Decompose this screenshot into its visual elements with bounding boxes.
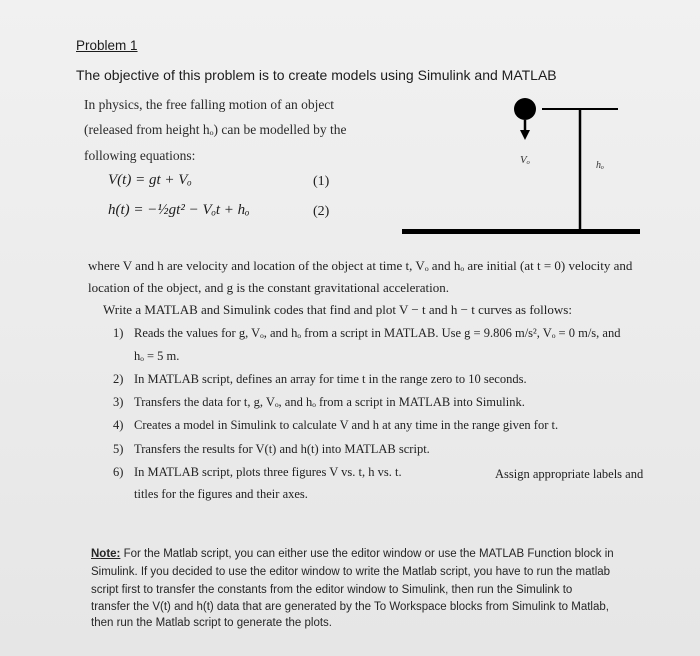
task-5-number: 5)	[113, 442, 124, 456]
task-3-text: Transfers the data for t, g, Vₒ, and hₒ from a script in MATLAB into Simulink.	[134, 395, 525, 409]
note-line-5: then run the Matlab script to generate the plots.	[91, 617, 333, 629]
task-2-number: 2)	[113, 372, 124, 386]
intro-line-1: In physics, the free falling motion of an object	[84, 97, 335, 112]
equation-1-number: (1)	[313, 174, 330, 189]
note-label: Note:	[91, 548, 121, 560]
task-6-text-right: Assign appropriate labels and	[495, 467, 644, 481]
task-3-number: 3)	[113, 395, 124, 409]
task-1-text: Reads the values for g, Vₒ, and hₒ from a script in MATLAB. Use g = 9.806 m/s², Vₒ = 0 m/s, and	[134, 326, 621, 340]
velocity-label: Vₒ	[520, 154, 530, 166]
velocity-arrow-head	[520, 130, 530, 140]
note-line-1	[91, 548, 614, 560]
intro-line-2: (released from height hₒ) can be modelled by the	[84, 122, 347, 137]
task-4-number: 4)	[113, 418, 124, 432]
falling-object-diagram	[400, 88, 645, 240]
task-6-number: 6)	[113, 465, 124, 479]
equation-2-number: (2)	[313, 204, 330, 219]
falling-ball	[514, 98, 536, 120]
height-label: hₒ	[596, 160, 604, 171]
note-line-1-text: For the Matlab script, you can either use the editor window or use the MATLAB Function block in	[120, 548, 614, 560]
task-6-text: In MATLAB script, plots three figures V vs. t, h vs. t.	[134, 465, 402, 479]
description-line-3: Write a MATLAB and Simulink codes that find and plot V − t and h − t curves as follows:	[103, 302, 572, 317]
note-line-4: transfer the V(t) and h(t) data that are generated by the To Workspace blocks from Simulink to Matlab,	[91, 601, 609, 613]
problem-title: Problem 1	[76, 38, 138, 53]
task-5-text: Transfers the results for V(t) and h(t) into MATLAB script.	[134, 442, 430, 456]
note-line-2: Simulink. If you decided to use the editor window to write the Matlab script, you have to run the matlab	[91, 566, 611, 578]
objective-text: The objective of this problem is to create models using Simulink and MATLAB	[76, 67, 557, 83]
equation-2: h(t) = −½gt² − Vₒt + hₒ	[108, 202, 250, 218]
note-line-3: script first to transfer the constants from the editor window to Simulink, then run the Simulink to	[91, 584, 573, 596]
description-line-1: where V and h are velocity and location of the object at time t, Vₒ and hₒ are initial (at t = 0) velocity and	[88, 258, 633, 273]
ground-line	[402, 229, 640, 234]
description-line-2: location of the object, and g is the constant gravitational acceleration.	[88, 280, 449, 295]
task-2-text: In MATLAB script, defines an array for time t in the range zero to 10 seconds.	[134, 372, 527, 386]
equation-1: V(t) = gt + Vₒ	[108, 172, 192, 188]
task-1-text-cont: hₒ = 5 m.	[134, 349, 180, 363]
task-4-text: Creates a model in Simulink to calculate V and h at any time in the range given for t.	[134, 418, 559, 432]
intro-line-3: following equations:	[84, 148, 196, 163]
task-6-text-cont: titles for the figures and their axes.	[134, 487, 308, 501]
task-1-number: 1)	[113, 326, 124, 340]
